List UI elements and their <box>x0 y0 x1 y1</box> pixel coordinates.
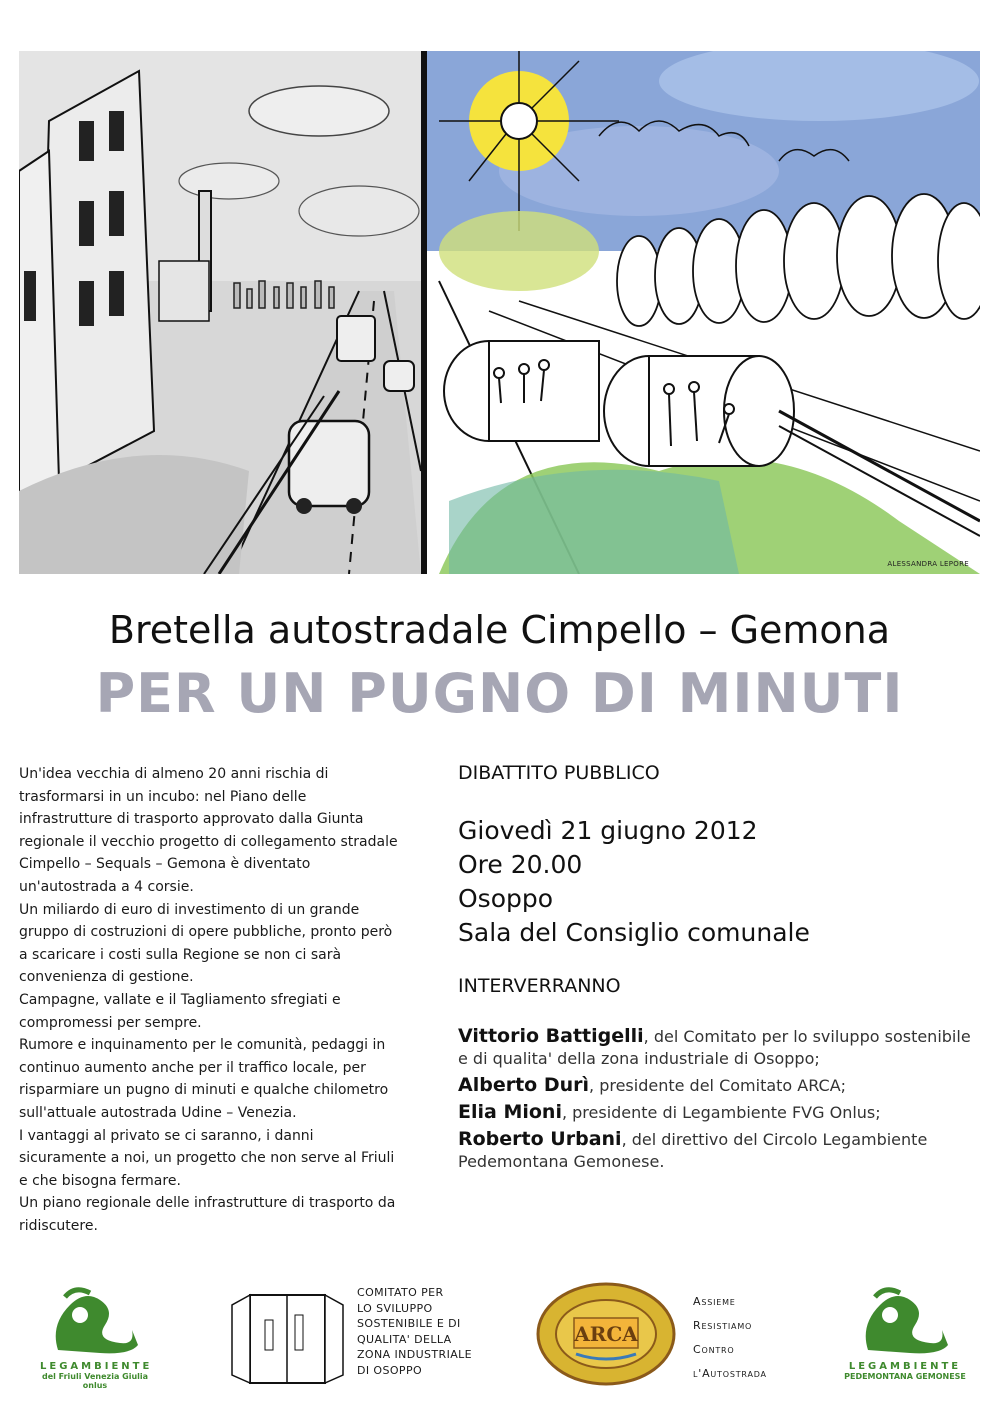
event-label: DIBATTITO PUBBLICO <box>458 762 660 784</box>
speaker-name: Elia Mioni <box>458 1101 562 1123</box>
comitato-line: DI OSOPPO <box>357 1363 423 1377</box>
arca-line: Resistiamo <box>693 1319 753 1332</box>
arca-line: Contro <box>693 1343 735 1356</box>
speaker-role: , presidente di Legambiente FVG Onlus; <box>561 1103 881 1122</box>
comitato-line: LO SVILUPPO <box>357 1301 433 1315</box>
speaker-item <box>458 1128 978 1173</box>
comitato-line: ZONA INDUSTRIALE <box>357 1348 473 1361</box>
legambiente-name: LEGAMBIENTE <box>848 1361 962 1372</box>
event-place: Osoppo <box>458 884 554 913</box>
event-time: Ore 20.00 <box>458 850 583 879</box>
speaker-role: , presidente del Comitato ARCA; <box>589 1076 847 1095</box>
event-venue: Sala del Consiglio comunale <box>458 918 810 947</box>
legambiente-name: LEGAMBIENTE <box>40 1361 153 1372</box>
arca-line: l'Autostrada <box>693 1367 767 1380</box>
comitato-text <box>357 1285 487 1378</box>
event-details <box>458 814 978 950</box>
event-info <box>458 762 978 1177</box>
speaker-item <box>458 1101 978 1124</box>
comitato-logo <box>230 1290 345 1388</box>
speaker-name: Roberto Urbani <box>458 1128 622 1150</box>
arca-badge-icon <box>536 1282 676 1387</box>
paragraph: Rumore e inquinamento per le comunità, pedaggi in continuo aumento anche per il traffico locale, per risparmiare un pugno di minuti e qualche chilometro sull'attuale autostrada Udine – Venezia. <box>19 1037 389 1121</box>
legambiente-fvg-logo <box>40 1285 153 1390</box>
hero-illustration <box>19 51 980 574</box>
subtitle: Bretella autostradale Cimpello – Gemona <box>108 608 891 652</box>
event-date: Giovedì 21 giugno 2012 <box>458 816 758 845</box>
legambiente-gemonese-logo <box>840 1285 970 1381</box>
paragraph: Un piano regionale delle infrastrutture di trasporto da ridiscutere. <box>19 1195 396 1234</box>
main-title: PER UN PUGNO DI MINUTI <box>95 662 904 725</box>
speakers-label: INTERVERRANNO <box>458 975 621 997</box>
comitato-line: SOSTENIBILE E DI <box>357 1317 461 1330</box>
window-drawing-icon <box>230 1290 345 1388</box>
comitato-line: COMITATO PER <box>357 1286 444 1299</box>
speaker-role: , del Comitato per lo sviluppo sostenibile e di qualita' della zona industriale di Osoppo; <box>458 1027 971 1068</box>
panel-divider <box>421 51 427 574</box>
legambiente-sub: del Friuli Venezia Giulia onlus <box>41 1372 149 1390</box>
speaker-item <box>458 1025 978 1070</box>
speaker-name: Alberto Durì <box>458 1074 590 1096</box>
paragraph: I vantaggi al privato se ci saranno, i danni sicuramente a noi, un progetto che non serve al Friuli e che bisogna fermare. <box>19 1127 395 1189</box>
arca-logo <box>536 1282 676 1387</box>
speakers-list <box>458 1025 978 1173</box>
arca-badge-text: ARCA <box>574 1322 638 1346</box>
comitato-line: QUALITA' DELLA <box>357 1332 452 1346</box>
arca-text <box>693 1290 803 1386</box>
swan-icon <box>40 1285 150 1355</box>
speaker-name: Vittorio Battigelli <box>458 1025 644 1047</box>
paragraph: Campagne, vallate e il Tagliamento sfregiati e compromessi per sempre. <box>19 991 341 1031</box>
speaker-item <box>458 1074 978 1097</box>
paragraph: Un'idea vecchia di almeno 20 anni rischia di trasformarsi in un incubo: nel Piano delle infrastrutture di trasporto approvato dalla Giunta regionale il vecchio progetto di collegamento stradale Cimpello – Sequals – Gemona è diventato un'autostrada a 4 corsie. <box>19 766 398 895</box>
body-text <box>19 763 399 1237</box>
legambiente-sub: PEDEMONTANA GEMONESE <box>844 1372 966 1381</box>
swan-icon <box>850 1285 960 1355</box>
speaker-role: , del direttivo del Circolo Legambiente Pedemontana Gemonese. <box>458 1130 928 1171</box>
paragraph: Un miliardo di euro di investimento di un grande gruppo di costruzioni di opere pubbliche, pronto però a scaricare i costi sulla Regione se non ci sarà convenienza di gestione. <box>19 901 393 986</box>
arca-line: Assieme <box>693 1295 736 1308</box>
illustration-credit: ALESSANDRA LEPORE <box>887 560 969 568</box>
